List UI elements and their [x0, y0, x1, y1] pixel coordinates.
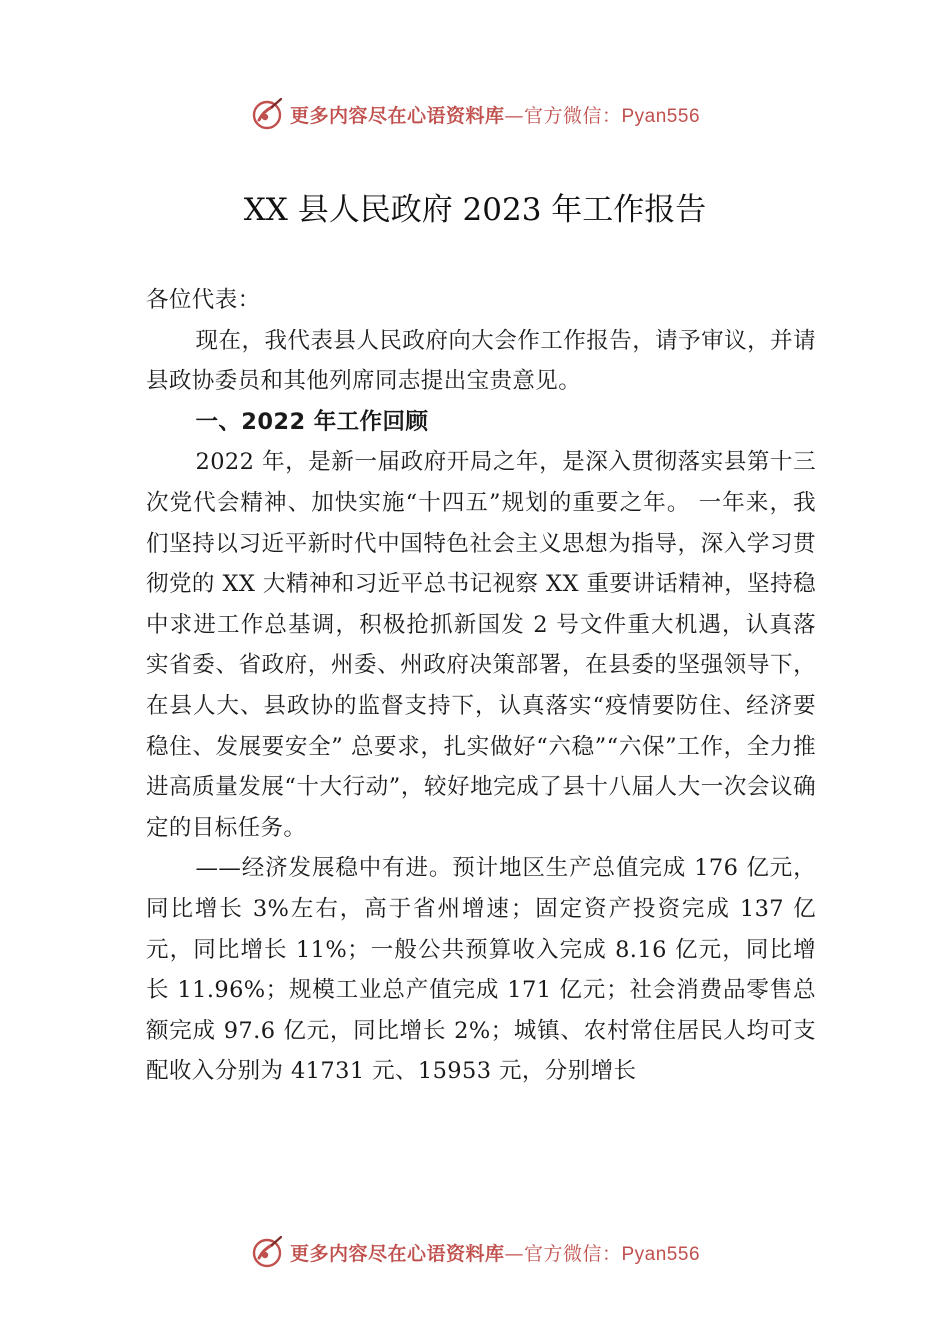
document-title: XX 县人民政府 2023 年工作报告 [243, 192, 707, 228]
intro-paragraph: 现在，我代表县人民政府向大会作工作报告，请予审议，并请县政协委员和其他列席同志提出宝贵意见。 [146, 327, 816, 395]
economy-paragraph: ——经济发展稳中有进。预计地区生产总值完成 176 亿元，同比增长 3%左右，高于省州增速；固定资产投资完成 137 亿元，同比增长 11%；一般公共预算收入完成 8.16 亿元，同比增长 11.96%；规模工业总产值完成 171 亿元；社会消费品零售总额完成 97.6 亿元，同比增长 2%；城镇、农村常住居民人均可支配收入分别为 41731 元、15953 元，分别增长 [146, 855, 816, 1085]
brush-seal-icon [250, 1234, 286, 1270]
document-body [146, 280, 816, 1092]
watermark-text: 更多内容尽在心语资料库—官方微信：Pyan556 [289, 1242, 701, 1265]
section-heading: 一、2022 年工作回顾 [195, 408, 429, 435]
header-watermark [0, 94, 950, 134]
brush-seal-icon [250, 96, 286, 132]
watermark-text: 更多内容尽在心语资料库—官方微信：Pyan556 [289, 104, 701, 127]
review-paragraph: 2022 年，是新一届政府开局之年，是深入贯彻落实县第十三次党代会精神、加快实施“十四五”规划的重要之年。 一年来，我们坚持以习近平新时代中国特色社会主义思想为指导，深入学习贯彻党的 XX 大精神和习近平总书记视察 XX 重要讲话精神，坚持稳中求进工作总基调，积极抢抓新国发 2 号文件重大机遇，认真落实省委、省政府，州委、州政府决策部署，在县委的坚强领导下，在县人大、县政协的监督支持下，认真落实“疫情要防住、经济要稳住、发展要安全” 总要求，扎实做好“六稳”“六保”工作，全力推进高质量发展“十大行动”，较好地完成了县十八届人大一次会议确定的目标任务。 [146, 449, 816, 841]
salutation: 各位代表： [146, 287, 261, 313]
footer-watermark [0, 1232, 950, 1272]
